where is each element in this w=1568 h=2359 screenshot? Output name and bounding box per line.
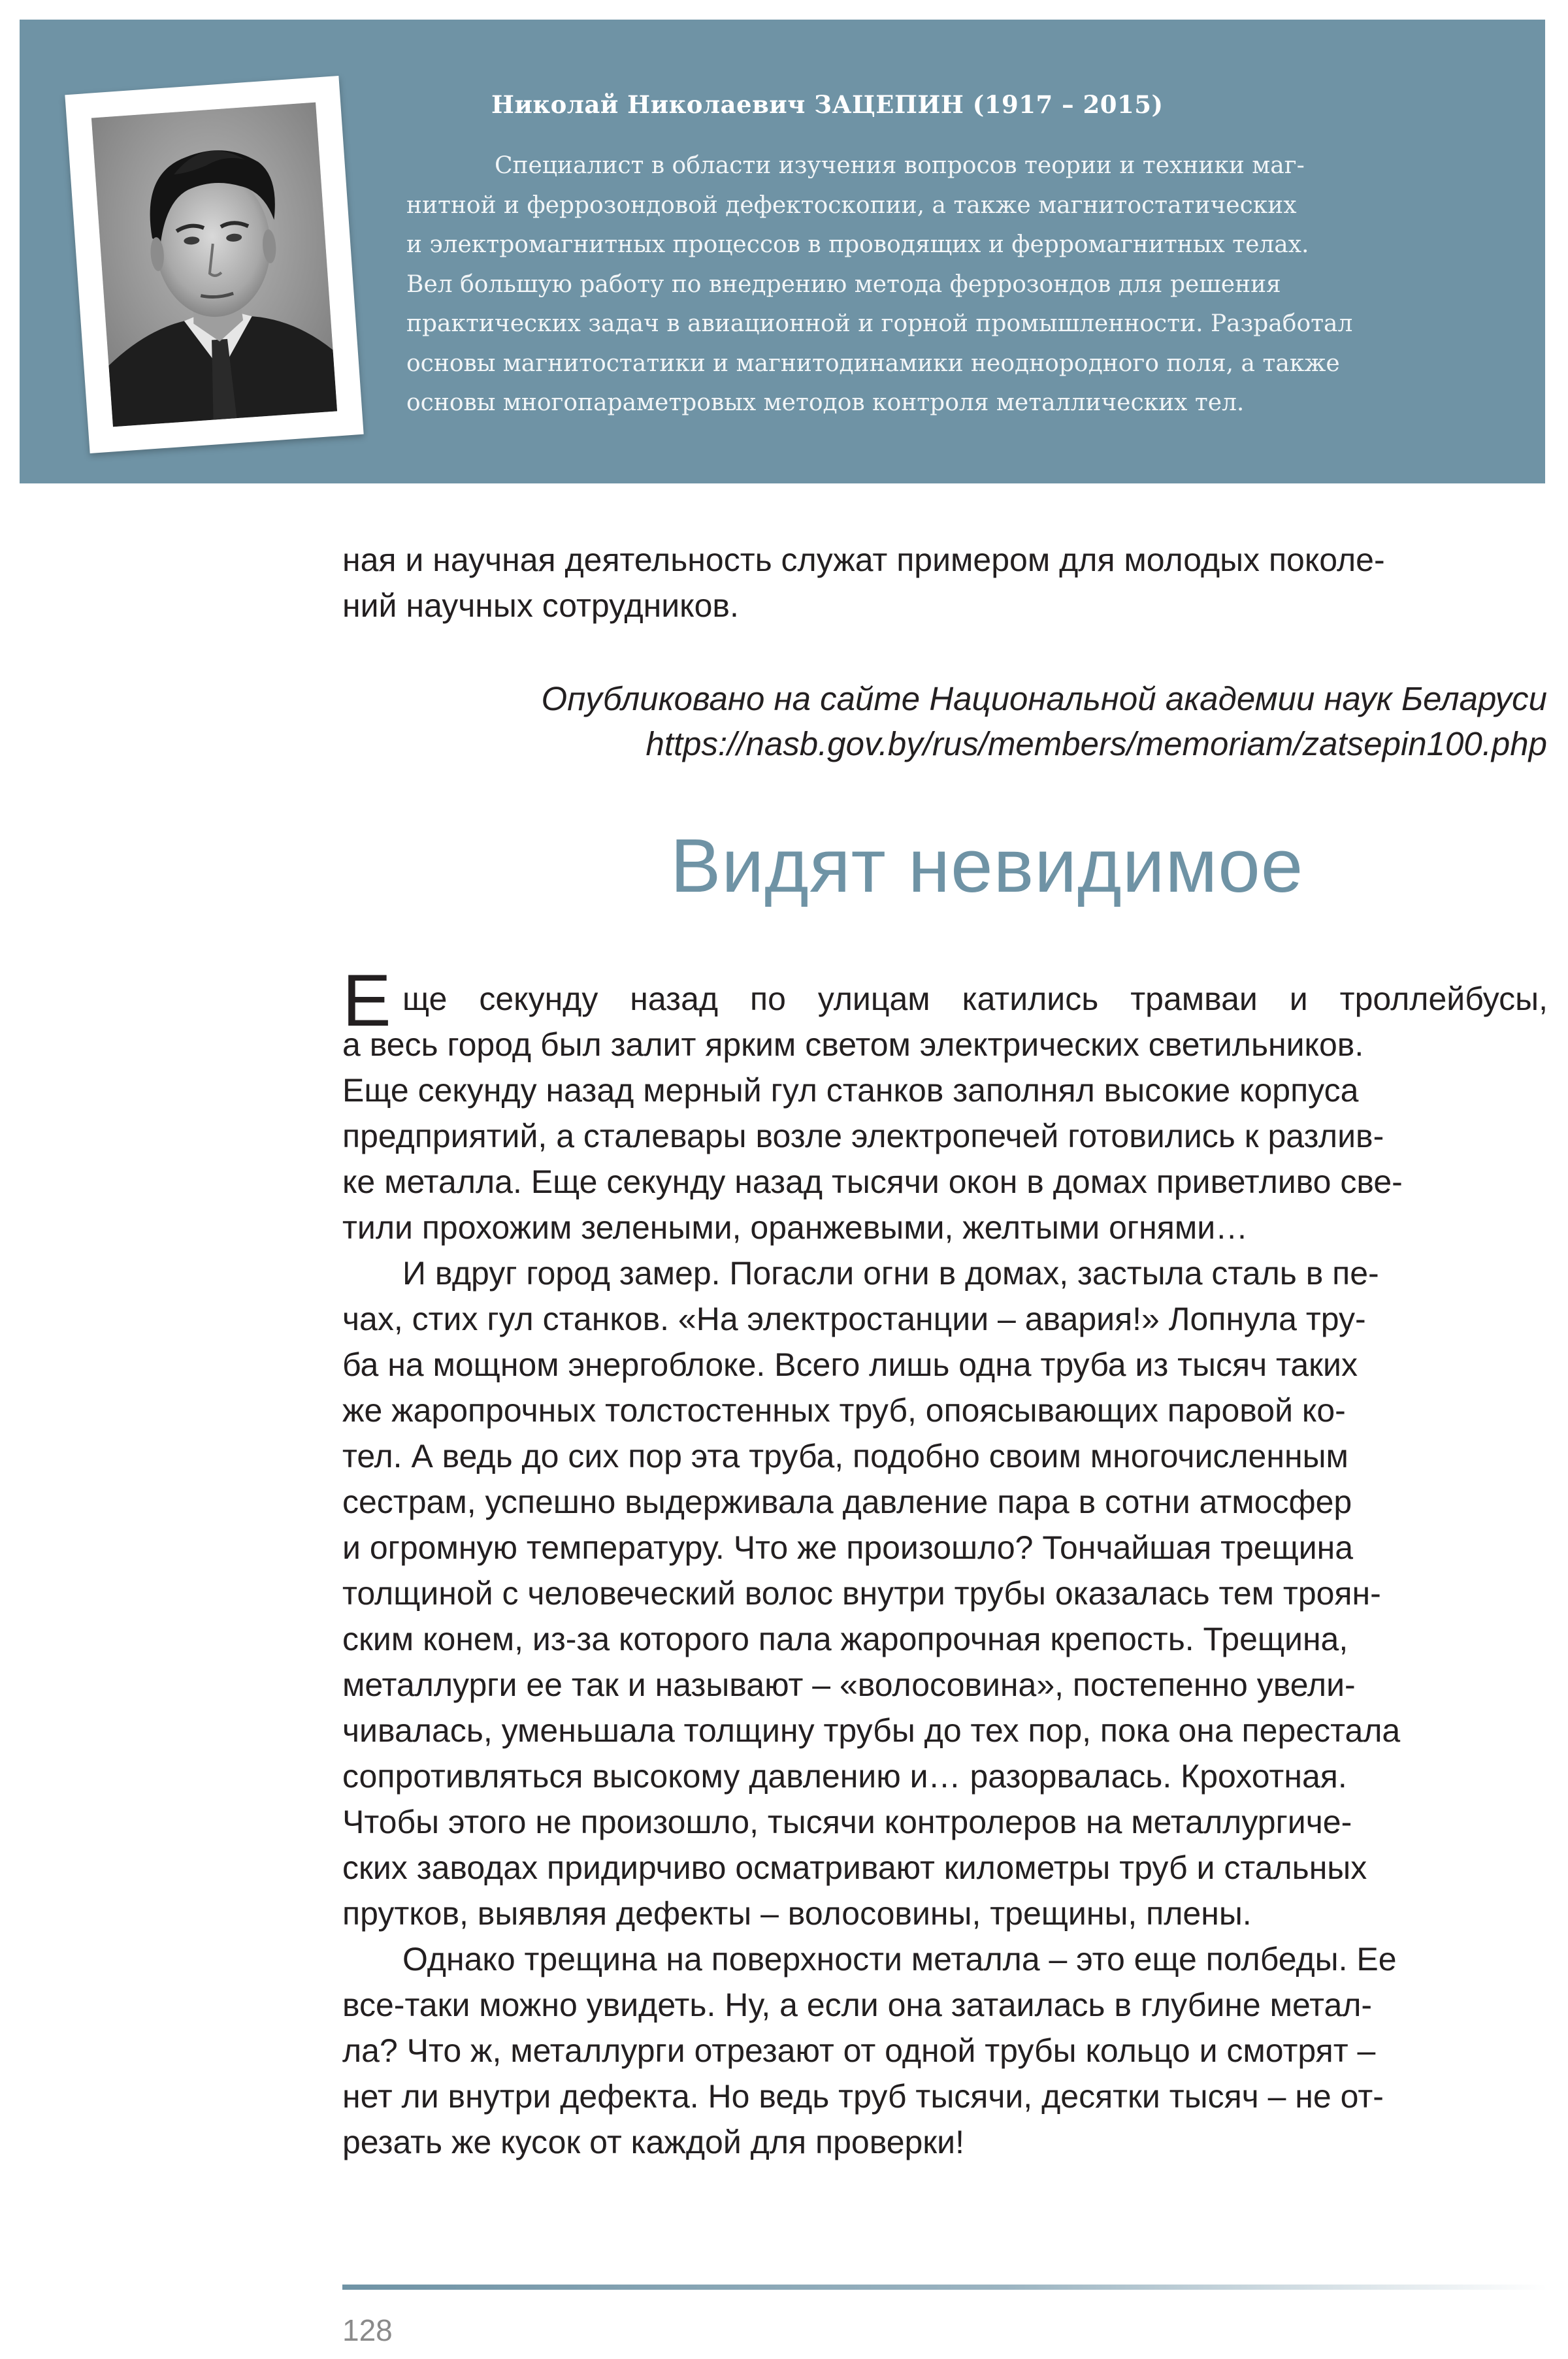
portrait-photo bbox=[91, 103, 337, 427]
portrait-frame bbox=[65, 76, 363, 453]
bio-line: практических задач в авиационной и горной промышленности. Разработал bbox=[406, 310, 1353, 337]
source-text: Опубликовано на сайте Национальной академии наук Беларуси bbox=[541, 680, 1547, 717]
bio-line: и электромагнитных процессов в проводящих и ферромагнитных телах. bbox=[406, 231, 1309, 258]
bio-line: Специалист в области изучения вопросов теории и техники маг- bbox=[495, 152, 1305, 179]
text-line: тили прохожим зелеными, оранжевыми, желтыми огнями… bbox=[342, 1209, 1249, 1246]
text-line: чивалась, уменьшала толщину трубы до тех пор, пока она перестала bbox=[342, 1712, 1401, 1749]
text-line: прутков, выявляя дефекты – волосовины, трещины, плены. bbox=[342, 1895, 1252, 1932]
text-line: предприятий, а сталевары возле электропечей готовились к разлив- bbox=[342, 1118, 1384, 1154]
text-line: И вдруг город замер. Погасли огни в домах, застыла сталь в пе- bbox=[402, 1255, 1379, 1292]
text-line: сестрам, успешно выдерживала давление пара в сотни атмосфер bbox=[342, 1484, 1352, 1520]
text-line: ная и научная деятельность служат примером для молодых поколе- bbox=[342, 542, 1385, 578]
text-line: ний научных сотрудников. bbox=[342, 587, 739, 624]
source-url: https://nasb.gov.by/rus/members/memoriam/zatsepin100.php bbox=[645, 725, 1547, 762]
source-attribution bbox=[542, 676, 1547, 766]
text-line: Еще секунду назад мерный гул станков заполнял высокие корпуса bbox=[342, 1072, 1359, 1109]
bio-line: основы магнитостатики и магнитодинамики неоднородного поля, а также bbox=[406, 350, 1340, 377]
continuation-paragraph bbox=[342, 537, 1548, 628]
text-line: металлурги ее так и называют – «волосовина», постепенно увели- bbox=[342, 1667, 1356, 1703]
text-line: ским конем, из-за которого пала жаропрочная крепость. Трещина, bbox=[342, 1621, 1348, 1657]
text-line: ще секунду назад по улицам катились трамваи и троллейбусы, bbox=[402, 981, 1548, 1017]
text-line: ке металла. Еще секунду назад тысячи окон в домах приветливо све- bbox=[342, 1163, 1403, 1200]
text-line: и огромную температуру. Что же произошло? Тончайшая трещина bbox=[342, 1529, 1354, 1566]
footer-rule bbox=[342, 2285, 1548, 2290]
bio-box bbox=[20, 20, 1545, 483]
text-line: Однако трещина на поверхности металла – это еще полбеды. Ее bbox=[402, 1941, 1397, 1977]
text-line: толщиной с человеческий волос внутри трубы оказалась тем троян- bbox=[342, 1575, 1381, 1612]
page-number: 128 bbox=[342, 2313, 393, 2347]
bio-description bbox=[406, 146, 1386, 423]
text-line: ба на мощном энергоблоке. Всего лишь одна труба из тысяч таких bbox=[342, 1346, 1358, 1383]
bio-line: нитной и феррозондовой дефектоскопии, а также магнитостатических bbox=[406, 191, 1297, 219]
bio-name: Николай Николаевич ЗАЦЕПИН (1917 – 2015) bbox=[491, 90, 1164, 119]
text-line: же жаропрочных толстостенных труб, опоясывающих паровой ко- bbox=[342, 1392, 1346, 1429]
text-line: все-таки можно увидеть. Ну, а если она затаилась в глубине метал- bbox=[342, 1987, 1373, 2023]
article-title: Видят невидимое bbox=[670, 823, 1304, 908]
text-line: а весь город был залит ярким светом электрических светильников. bbox=[342, 1026, 1364, 1063]
text-line: ских заводах придирчиво осматривают километры труб и стальных bbox=[342, 1849, 1367, 1886]
drop-cap: Е bbox=[342, 960, 391, 1041]
text-line: Чтобы этого не произошло, тысячи контролеров на металлургиче- bbox=[342, 1804, 1352, 1840]
text-line: сопротивляться высокому давлению и… разорвалась. Крохотная. bbox=[342, 1758, 1347, 1795]
text-line: резать же кусок от каждой для проверки! bbox=[342, 2124, 965, 2160]
text-line: чах, стих гул станков. «На электростанции – авария!» Лопнула тру- bbox=[342, 1301, 1366, 1337]
bio-line: основы многопараметровых методов контроля металлических тел. bbox=[406, 389, 1245, 416]
article-body bbox=[342, 960, 1548, 2165]
text-line: нет ли внутри дефекта. Но ведь труб тысячи, десятки тысяч – не от- bbox=[342, 2078, 1384, 2115]
text-line: ла? Что ж, металлурги отрезают от одной трубы кольцо и смотрят – bbox=[342, 2032, 1376, 2069]
text-line: тел. А ведь до сих пор эта труба, подобно своим многочисленным bbox=[342, 1438, 1348, 1474]
bio-line: Вел большую работу по внедрению метода феррозондов для решения bbox=[406, 270, 1281, 298]
